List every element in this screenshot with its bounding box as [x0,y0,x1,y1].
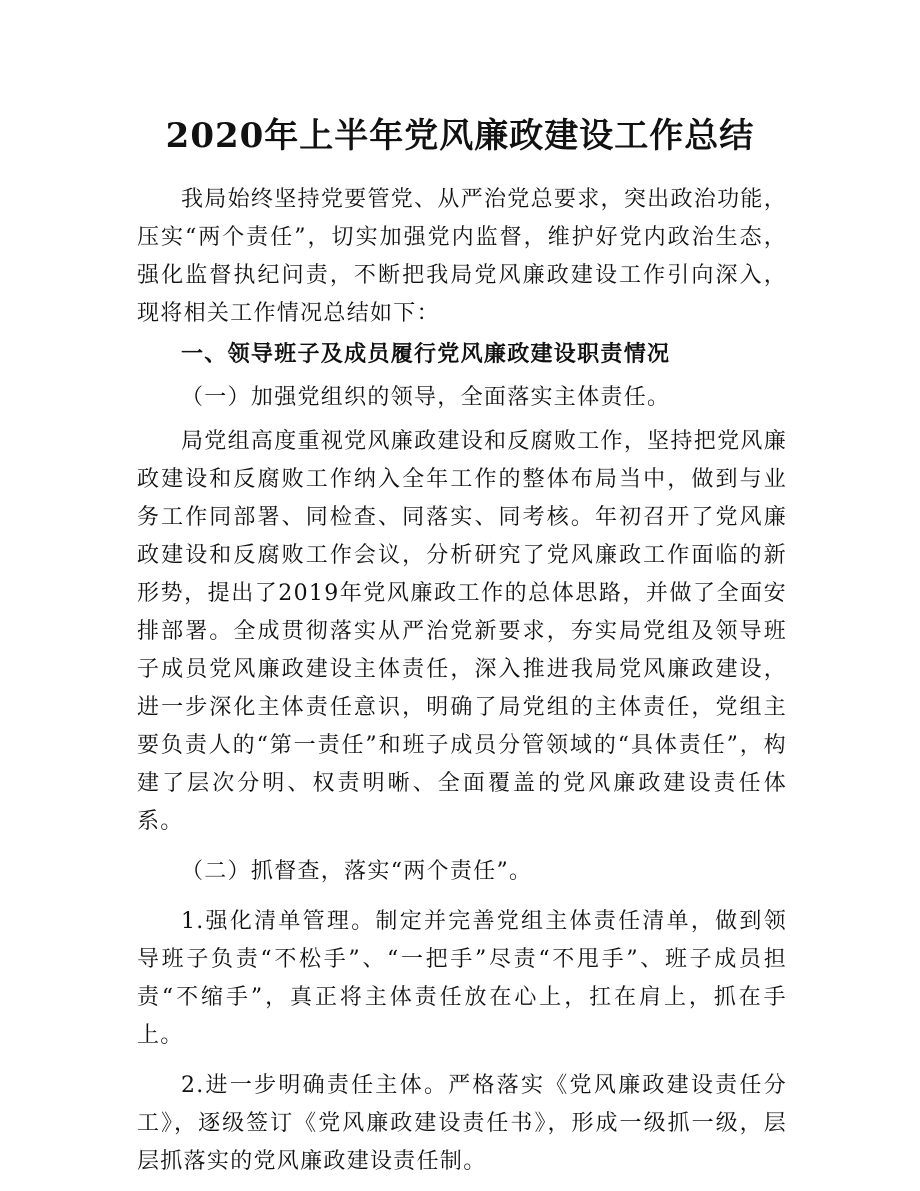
body-paragraph-1: 局党组高度重视党风廉政建设和反腐败工作，坚持把党风廉政建设和反腐败工作纳入全年工作的整体布局当中，做到与业务工作同部署、同检查、同落实、同考核。年初召开了党风廉政建设和反腐败工作会议，分析研究了党风廉政工作面临的新形势，提出了2019年党风廉政工作的总体思路，并做了全面安排部署。全成贯彻落实从严治党新要求，夯实局党组及领导班子成员党风廉政建设主体责任，深入推进我局党风廉政建设，进一步深化主体责任意识，明确了局党组的主体责任，党组主要负责人的“第一责任”和班子成员分管领域的“具体责任”，构建了层次分明、权责明晰、全面覆盖的党风廉政建设责任体系。 [137,429,787,834]
subsection-heading-2: （二）抓督查，落实“两个责任”。 [181,859,533,884]
section-heading-1: 一、领导班子及成员履行党风廉政建设职责情况 [181,341,671,367]
list-item-2: 2.进一步明确责任主体。严格落实《党风廉政建设责任分工》，逐级签订《党风廉政建设责任书》，形成一级抓一级，层层抓落实的党风廉政建设责任制。 [137,1073,787,1174]
document-title: 2020年上半年党风廉政建设工作总结 [165,116,755,156]
list-item-1: 1.强化清单管理。制定并完善党组主体责任清单，做到领导班子负责“不松手”、“一把手”尽责“不甩手”、班子成员担责“不缩手”，真正将主体责任放在心上，扛在肩上，抓在手上。 [137,909,787,1048]
document-body [137,181,787,1181]
subsection-heading-1: （一）加强党组织的领导，全面落实主体责任。 [181,385,671,410]
intro-paragraph: 我局始终坚持党要管党、从严治党总要求，突出政治功能，压实“两个责任”，切实加强党内监督，维护好党内政治生态，强化监督执纪问责，不断把我局党风廉政建设工作引向深入，现将相关工作情况总结如下： [137,187,787,326]
